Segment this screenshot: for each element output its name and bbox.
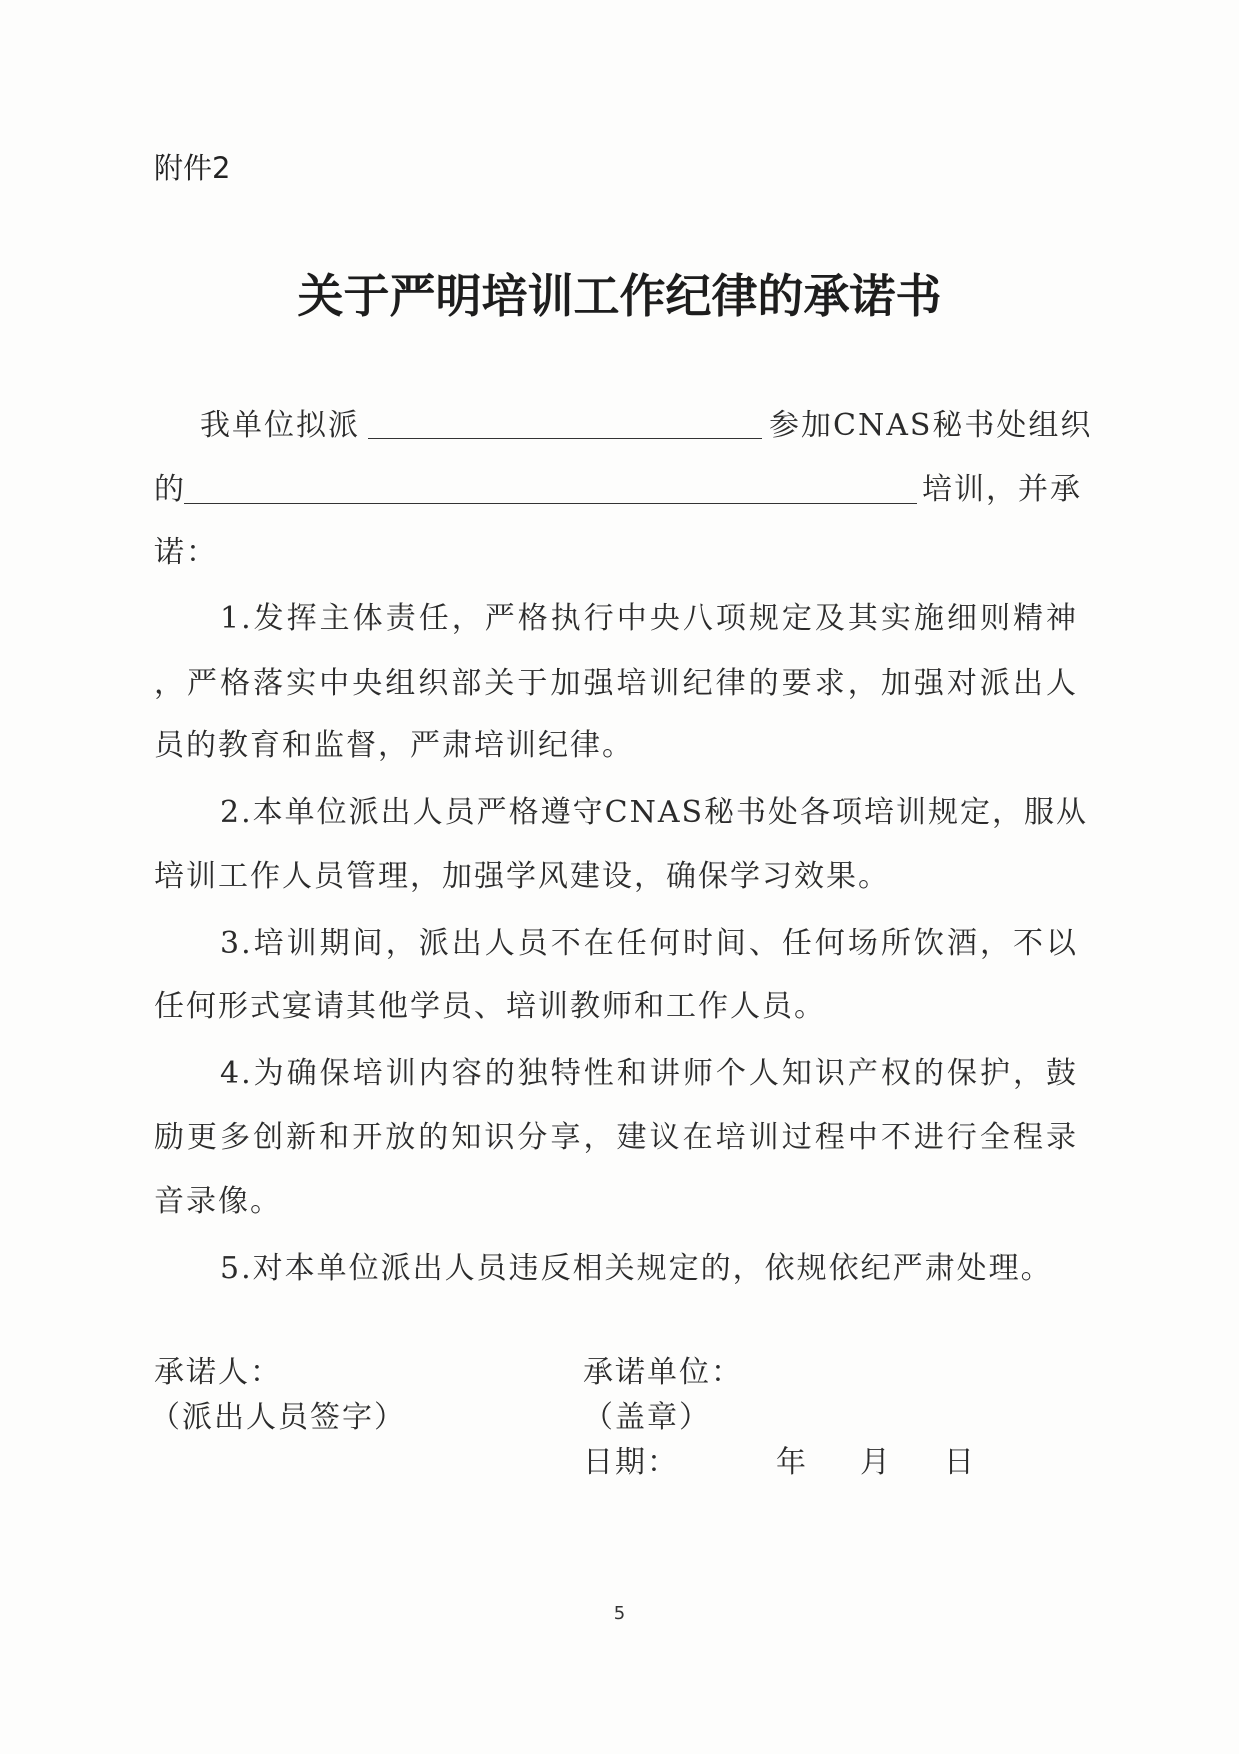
intro-line1-prefix: 我单位拟派 xyxy=(200,408,360,443)
page-number: 5 xyxy=(613,1603,626,1624)
item3-line2: 任何形式宴请其他学员、培训教师和工作人员。 xyxy=(154,989,826,1024)
promiser-note: （派出人员签字） xyxy=(150,1400,406,1435)
item1-line2: ，严格落实中央组织部关于加强培训纪律的要求，加强对派出人 xyxy=(154,666,1078,701)
item2-line2: 培训工作人员管理，加强学风建设，确保学习效果。 xyxy=(154,859,890,894)
item1-line3: 员的教育和监督，严肃培训纪律。 xyxy=(154,728,634,763)
date-month: 月 xyxy=(860,1445,892,1480)
item4-line2: 励更多创新和开放的知识分享，建议在培训过程中不进行全程录 xyxy=(154,1120,1078,1155)
dispatched-person-blank xyxy=(368,438,762,439)
intro-line3: 诺： xyxy=(154,535,218,570)
date-label: 日期： xyxy=(583,1445,679,1480)
training-name-blank xyxy=(184,503,917,504)
date-day: 日 xyxy=(944,1445,976,1480)
item1-line1: 1.发挥主体责任，严格执行中央八项规定及其实施细则精神 xyxy=(220,601,1078,636)
intro-line1-suffix: 参加CNAS秘书处组织 xyxy=(769,408,1093,443)
promiser-label: 承诺人： xyxy=(154,1355,282,1390)
unit-note: （盖章） xyxy=(583,1400,711,1435)
intro-line2-prefix: 的 xyxy=(154,472,186,507)
item3-line1: 3.培训期间，派出人员不在任何时间、任何场所饮酒，不以 xyxy=(220,926,1078,961)
item4-line1: 4.为确保培训内容的独特性和讲师个人知识产权的保护，鼓 xyxy=(220,1056,1078,1091)
intro-line2-suffix: 培训，并承 xyxy=(922,472,1082,507)
attachment-label: 附件2 xyxy=(154,151,231,185)
item5-line1: 5.对本单位派出人员违反相关规定的，依规依纪严肃处理。 xyxy=(220,1251,1053,1286)
item2-line1: 2.本单位派出人员严格遵守CNAS秘书处各项培训规定，服从 xyxy=(220,795,1089,830)
document-title: 关于严明培训工作纪律的承诺书 xyxy=(297,269,942,323)
item4-line3: 音录像。 xyxy=(154,1184,282,1219)
date-year: 年 xyxy=(776,1445,808,1480)
unit-label: 承诺单位： xyxy=(583,1355,743,1390)
